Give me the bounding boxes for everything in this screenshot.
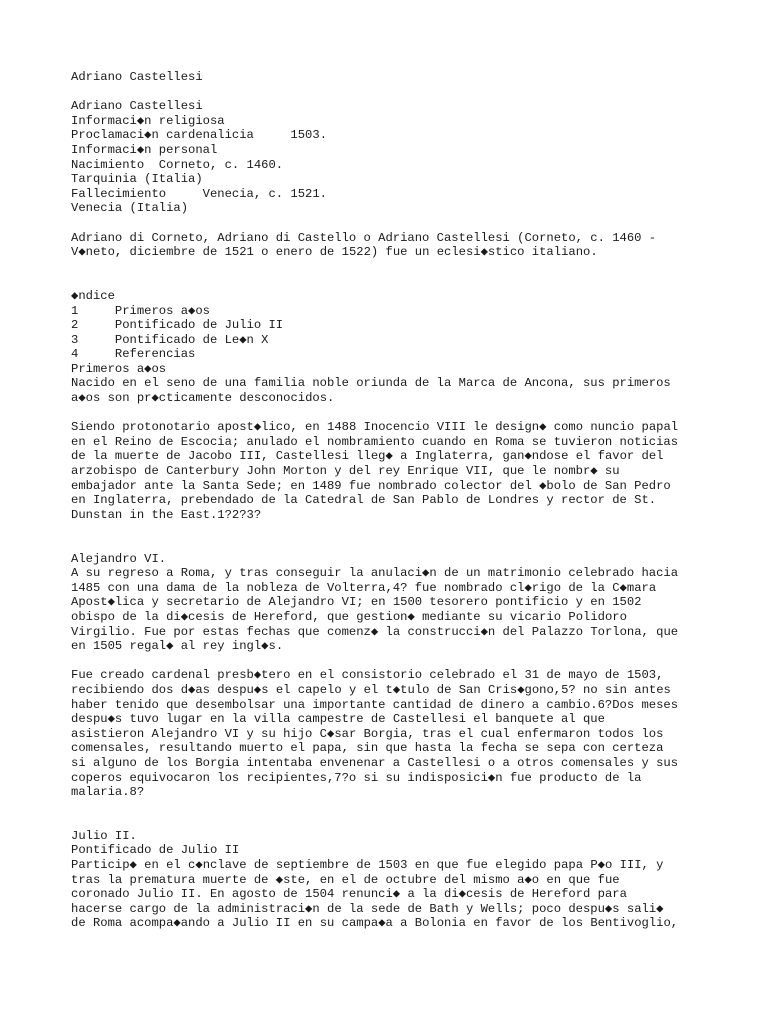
infobox-line: Adriano Castellesi — [71, 99, 203, 114]
paragraph-line: 1485 con una dama de la nobleza de Volterra,4? fue nombrado cl◆rigo de la C◆mara — [71, 580, 657, 595]
paragraph-line: Siendo protonotario apost◆lico, en 1488 Inocencio VIII le design◆ como nuncio papal — [71, 420, 679, 435]
image-caption: Julio II. — [71, 828, 137, 843]
paragraph-line: si alguno de los Borgia intentaba envenenar a Castellesi o a otros comensales y sus — [71, 755, 679, 770]
paragraph-line: en el Reino de Escocia; anulado el nombramiento cuando en Roma se tuvieron noticias — [71, 434, 679, 449]
section-heading: Pontificado de Julio II — [71, 843, 240, 858]
index-item: 3 Pontificado de Le◆n X — [71, 332, 269, 347]
paragraph-line: arzobispo de Canterbury John Morton y del rey Enrique VII, que le nombr◆ su — [71, 464, 620, 479]
paragraph-line: tras la prematura muerte de ◆ste, en el de octubre del mismo a◆o en que fue — [71, 872, 620, 887]
paragraph-line: coronado Julio II. En agosto de 1504 renunci◆ a la di◆cesis de Hereford para — [71, 887, 627, 902]
paragraph-line: despu◆s tuvo lugar en la villa campestre de Castellesi el banquete al que — [71, 712, 605, 727]
infobox-line: Informaci◆n personal — [71, 142, 218, 157]
infobox-line: Tarquinia (Italia) — [71, 172, 203, 187]
paragraph-line: malaria.8? — [71, 785, 145, 800]
index-heading: ◆ndice — [71, 288, 115, 303]
paragraph-line: embajador ante la Santa Sede; en 1489 fue nombrado colector del ◆bolo de San Pedro — [71, 478, 671, 493]
paragraph-line: recibiendo dos d◆as despu◆s el capelo y el t◆tulo de San Cris◆gono,5? no sin antes — [71, 682, 671, 697]
section-heading: Primeros a◆os — [71, 361, 167, 376]
paragraph-line: Virgilio. Fue por estas fechas que comenz◆ la construcci◆n del Palazzo Torlona, que — [71, 624, 679, 639]
intro-line: V◆neto, diciembre de 1521 o enero de 1522) fue un eclesi◆stico italiano. — [71, 245, 598, 260]
paragraph-line: A su regreso a Roma, y tras conseguir la anulaci◆n de un matrimonio celebrado hacia — [71, 566, 679, 581]
paragraph-line: Particip◆ en el c◆nclave de septiembre de 1503 en que fue elegido papa P◆o III, y — [71, 858, 664, 873]
paragraph-line: en Inglaterra, prebendado de la Catedral de San Pablo de Londres y rector de St. — [71, 493, 657, 508]
paragraph-line: de Roma acompa◆ando a Julio II en su campa◆a a Bolonia en favor de los Bentivoglio, — [71, 916, 679, 931]
paragraph-line: comensales, resultando muerto el papa, sin que hasta la fecha se sepa con certeza — [71, 741, 664, 756]
paragraph-line: Nacido en el seno de una familia noble oriunda de la Marca de Ancona, sus primeros — [71, 376, 671, 391]
infobox-line: Nacimiento Corneto, c. 1460. — [71, 157, 284, 172]
paragraph-line: haber tenido que desembolsar una importante cantidad de dinero a cambio.6?Dos meses — [71, 697, 679, 712]
paragraph-line: de la muerte de Jacobo III, Castellesi lleg◆ a Inglaterra, gan◆ndose el favor del — [71, 449, 664, 464]
paragraph-line: obispo de la di◆cesis de Hereford, que gestion◆ mediante su vicario Polidoro — [71, 609, 627, 624]
index-item: 2 Pontificado de Julio II — [71, 318, 284, 333]
index-item: 4 Referencias — [71, 347, 196, 362]
infobox-line: Proclamaci◆n cardenalicia 1503. — [71, 128, 328, 143]
index-item: 1 Primeros a◆os — [71, 303, 210, 318]
intro-line: Adriano di Corneto, Adriano di Castello o Adriano Castellesi (Corneto, c. 1460 - — [71, 230, 657, 245]
infobox-line: Fallecimiento Venecia, c. 1521. — [71, 186, 327, 201]
paragraph-line: Dunstan in the East.1?2?3? — [71, 507, 262, 522]
document-text — [71, 70, 678, 931]
infobox-line: Informaci◆n religiosa — [71, 113, 225, 128]
paragraph-line: coperos equivocaron los recipientes,7?o si su indisposici◆n fue producto de la — [71, 770, 642, 785]
paragraph-line: Fue creado cardenal presb◆tero en el consistorio celebrado el 31 de mayo de 1503, — [71, 668, 664, 683]
paragraph-line: asistieron Alejandro VI y su hijo C◆sar Borgia, tras el cual enfermaron todos los — [71, 726, 664, 741]
image-caption: Alejandro VI. — [71, 551, 167, 566]
paragraph-line: en 1505 regal◆ al rey ingl◆s. — [71, 639, 284, 654]
paragraph-line: Apost◆lica y secretario de Alejandro VI; en 1500 tesorero pontificio y en 1502 — [71, 595, 642, 610]
paragraph-line: hacerse cargo de la administraci◆n de la sede de Bath y Wells; poco despu◆s sali◆ — [71, 901, 664, 916]
infobox-line: Venecia (Italia) — [71, 201, 189, 216]
document-title: Adriano Castellesi — [71, 70, 203, 84]
paragraph-line: a◆os son pr◆cticamente desconocidos. — [71, 391, 335, 406]
